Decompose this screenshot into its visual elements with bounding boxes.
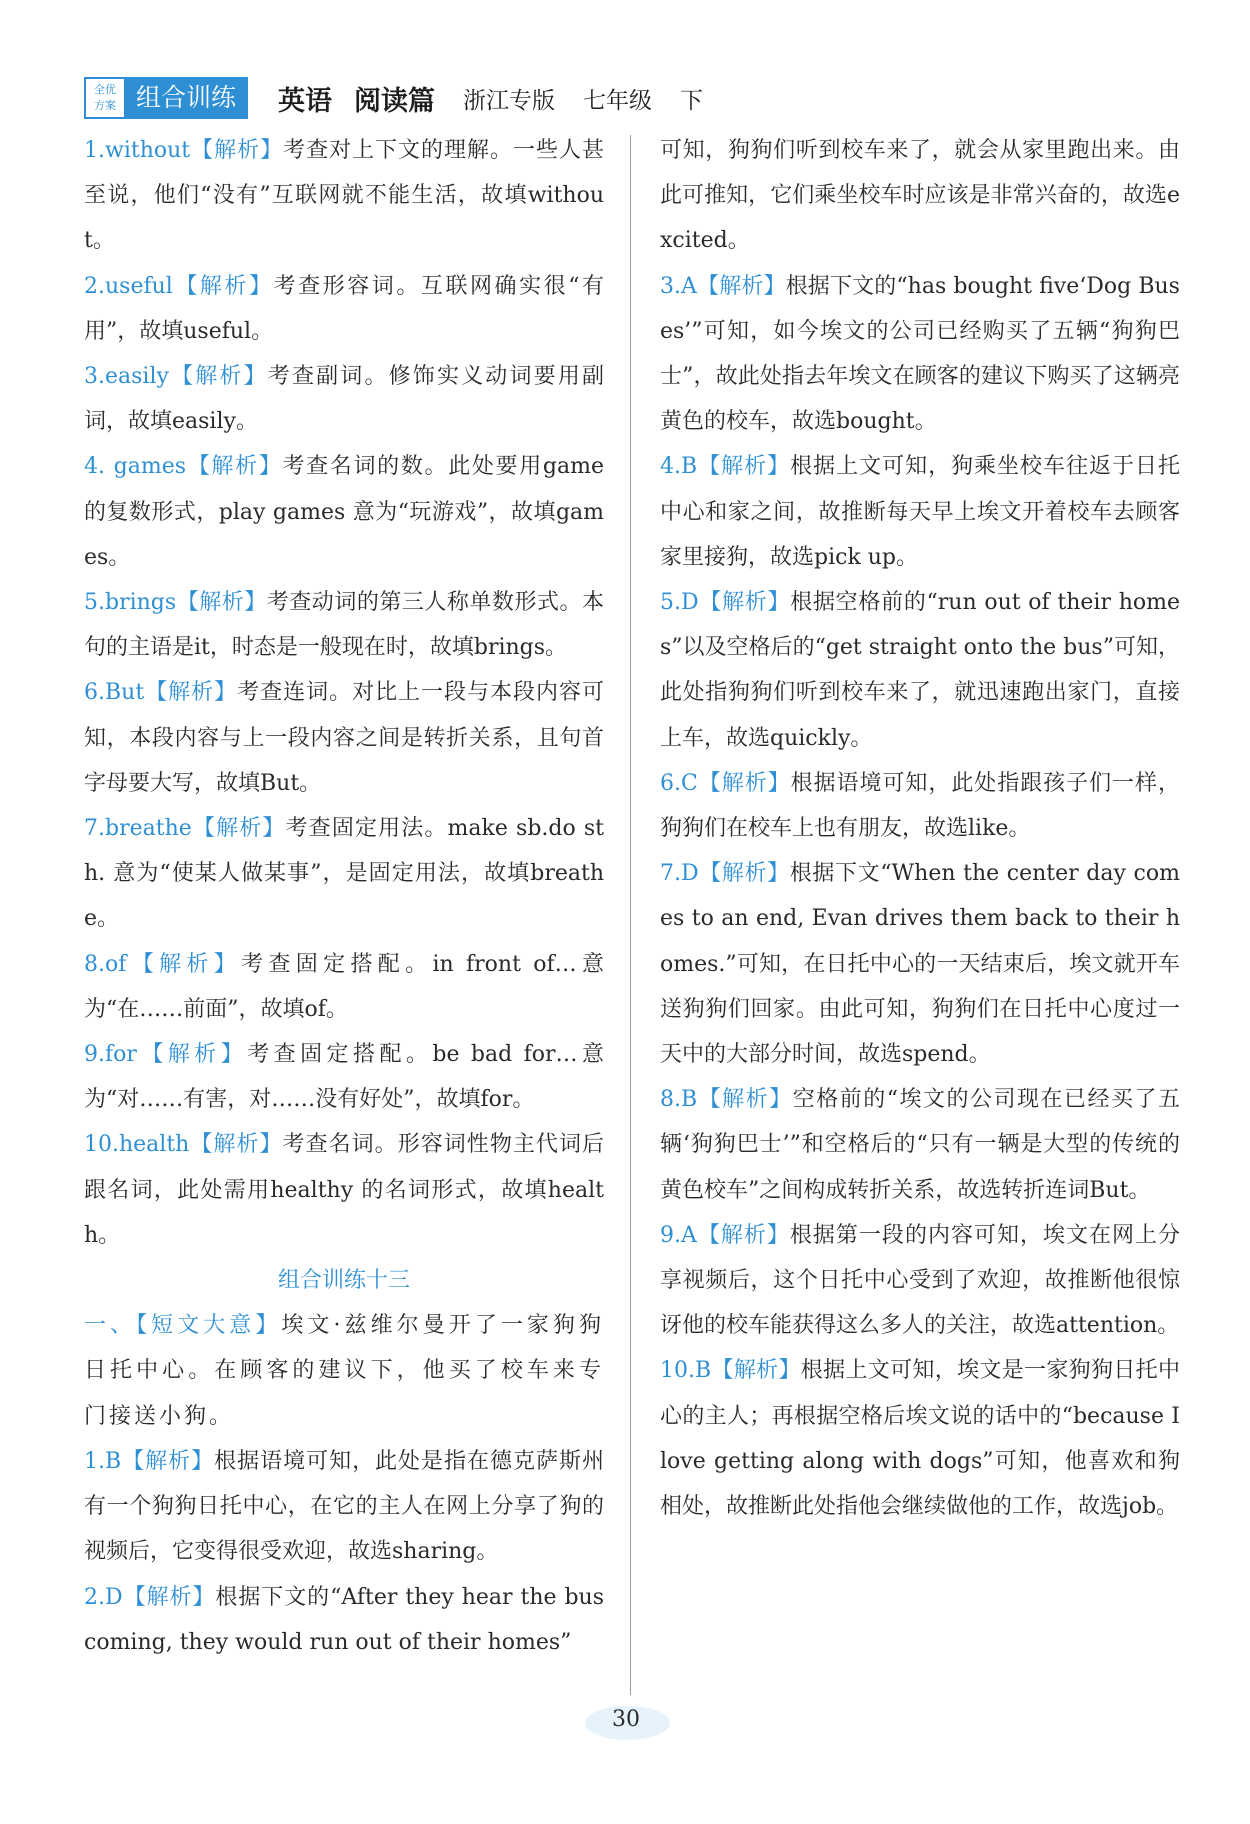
answer-item [84,942,604,1032]
analysis-text: 考查副词。修饰实义动词要用副词，故填easily。 [84,364,604,435]
logo-title: 组合训练 [126,79,246,117]
term-label: 下 [680,87,704,114]
analysis-tag: 【解析】 [122,1584,216,1610]
analysis-tag: 【解析】 [121,1448,215,1474]
analysis-tag: 【解析】 [126,951,242,977]
answer-item [660,761,1180,851]
answer-item [84,1122,604,1258]
answer-item [660,1077,1180,1213]
analysis-text: 根据下文的“has bought five‘Dog Buses’”可知，如今埃文的公司已经购买了五辆“狗狗巴士”，故此处指去年埃文在顾客的建议下购买了这辆亮黄色的校车，故选bought。 [660,273,1180,435]
analysis-text: 考查动词的第三人称单数形式。本句的主语是it，时态是一般现在时，故填brings。 [84,590,604,661]
analysis-tag: 【解析】 [136,1042,248,1068]
answer-number: 1 [84,138,98,163]
answer-list-part-1 [84,128,604,1258]
answer-number: 3 [660,273,674,299]
analysis-tag: 【解析】 [697,454,791,480]
answer-number: 7 [84,816,98,842]
analysis-tag: 【解析】 [697,1087,793,1113]
answer-item [84,354,604,444]
answer-choice: .B [98,1448,122,1474]
answer-number: 9 [84,1042,98,1068]
answer-choice: .B [688,1358,712,1384]
analysis-text: 空格前的“埃文的公司现在已经买了五辆‘狗狗巴士’”和空格后的“只有一辆是大型的传统的黄色校车”之间构成转折关系，故选转折连词But。 [660,1087,1180,1203]
edition-label: 浙江专版 [463,87,556,114]
answer-choice: .But [98,680,145,706]
analysis-text: 根据下文的“After they hear the bus coming, they would run out of their homes” [84,1584,604,1655]
answer-number: 7 [660,861,674,887]
left-column [84,128,604,1665]
answer-item [84,1575,604,1665]
column-divider [630,135,631,1695]
answer-number: 5 [660,590,674,616]
answer-choice: .health [112,1132,190,1158]
analysis-text: 根据上文可知，埃文是一家狗狗日托中心的主人；再根据空格后埃文说的话中的“because I love getting along with dogs”可知，他喜欢和狗相处，故推断此处指他会继续做他的工作，故选job。 [660,1358,1180,1520]
answer-number: 1 [84,1448,98,1474]
answer-choice: .useful [98,273,173,299]
analysis-tag: 【解析】 [696,273,786,299]
answer-choice: .brings [98,590,177,616]
analysis-tag: 【解析】 [191,816,286,842]
answer-number: 9 [660,1222,674,1248]
answer-choice: .breathe [98,816,192,842]
answer-choice: .B [674,1087,698,1113]
answer-choice: . games [98,454,187,480]
continued-text: 可知，狗狗们听到校车来了，就会从家里跑出来。由此可推知，它们乘坐校车时应该是非常兴奋的，故选excited。 [660,138,1180,254]
analysis-text: 根据第一段的内容可知，埃文在网上分享视频后，这个日托中心受到了欢迎，故推断他很惊讶他的校车能获得这么多人的关注，故选attention。 [660,1222,1180,1339]
answer-choice: .C [674,770,698,796]
logo-small-line-2: 方案 [94,99,116,112]
answer-item [84,1032,604,1122]
analysis-text: 考查连词。对比上一段与本段内容可知，本段内容与上一段内容之间是转折关系，且句首字母要大写，故填But。 [84,680,604,796]
answer-item [84,1439,604,1575]
answer-item [660,580,1180,761]
analysis-tag: 【解析】 [696,1222,790,1248]
right-column [660,128,1180,1529]
section-title: 组合训练十三 [277,1268,410,1294]
answer-item [84,806,604,942]
analysis-tag: 【解析】 [186,454,283,480]
answer-number: 6 [84,680,98,706]
answer-number: 3 [84,364,98,390]
analysis-text: 考查固定搭配。be bad for…意为“对……有害，对……没有好处”，故填for。 [84,1042,604,1113]
answer-choice: .A [674,273,697,299]
answer-item [84,128,604,264]
analysis-tag: 【解析】 [697,770,791,796]
summary-tag: 【短文大意】 [136,1313,282,1339]
summary-paragraph [84,1303,604,1439]
analysis-text: 考查形容词。互联网确实很“有用”，故填useful。 [84,273,604,344]
answer-item [660,1213,1180,1349]
answer-number: 2 [84,1584,98,1610]
answer-number: 2 [84,273,98,299]
answer-item [660,1348,1180,1529]
answer-item [84,670,604,806]
answer-choice: .A [674,1222,697,1248]
analysis-text: 考查对上下文的理解。一些人甚至说，他们“没有”互联网就不能生活，故填without。 [84,138,604,254]
answer-item [84,264,604,354]
answer-item [84,580,604,670]
analysis-text: 根据下文“When the center day comes to an end, Evan drives them back to their homes.”可知，在日托中心的一天结束后，埃文就开车送狗狗们回家。由此可知，狗狗们在日托中心度过一天中的大部分时间，故选spend。 [660,861,1180,1068]
analysis-tag: 【解析】 [168,364,268,390]
analysis-tag: 【解析】 [698,590,791,616]
analysis-tag: 【解析】 [189,1132,283,1158]
analysis-tag: 【解析】 [172,273,274,299]
analysis-text: 考查名词的数。此处要用game 的复数形式，play games 意为“玩游戏”，故填games。 [84,454,604,570]
answer-number: 10 [84,1132,112,1158]
answer-choice: .without [98,138,191,163]
page-number: 30 [612,1707,640,1732]
grade-label: 七年级 [583,87,653,114]
analysis-tag: 【解析】 [698,861,790,887]
analysis-text: 考查名词。形容词性物主代词后跟名词，此处需用healthy 的名词形式，故填health。 [84,1132,604,1248]
analysis-tag: 【解析】 [144,680,238,706]
answer-choice: .D [674,590,699,616]
answer-number: 6 [660,770,674,796]
answer-list-part-2 [84,1439,604,1665]
answer-list-part-3 [660,264,1180,1530]
answer-choice: .D [98,1584,123,1610]
analysis-text: 根据上文可知，狗乘坐校车往返于日托中心和家之间，故推断每天早上埃文开着校车去顾客家里接狗，故选pick up。 [660,454,1180,570]
answer-item [660,264,1180,445]
summary-text: 埃文·兹维尔曼开了一家狗狗日托中心。在顾客的建议下，他买了校车来专门接送小狗。 [84,1313,604,1429]
page-header [84,78,1184,118]
answer-number: 4 [84,454,98,480]
subject-title: 英语 [278,85,333,117]
logo-small-line-1: 全优 [94,83,116,96]
logo-badge [86,79,126,117]
analysis-text: 考查固定搭配。in front of…意为“在……前面”，故填of。 [84,951,604,1022]
answer-number: 8 [84,951,98,977]
answer-item [660,851,1180,1077]
answer-choice: .B [674,454,698,480]
summary-prefix: 一、 [84,1313,137,1339]
answer-choice: .easily [98,364,169,390]
answer-choice: .of [98,951,127,977]
answer-number: 4 [660,454,674,480]
analysis-text: 考查固定用法。make sb.do sth. 意为“使某人做某事”，是固定用法，故填breathe。 [84,816,604,932]
analysis-tag: 【解析】 [176,590,267,616]
answer-choice: .D [674,861,699,887]
analysis-tag: 【解析】 [711,1358,801,1384]
series-logo [84,77,248,119]
part-title: 阅读篇 [354,85,436,117]
answer-choice: .for [98,1042,137,1068]
analysis-tag: 【解析】 [190,138,284,163]
analysis-text: 根据空格前的“run out of their homes”以及空格后的“get straight onto the bus”可知，此处指狗狗们听到校车来了，就迅速跑出家门，直接上车，故选quickly。 [660,590,1180,751]
answer-number: 5 [84,590,98,616]
answer-item [660,444,1180,580]
analysis-text: 根据语境可知，此处是指在德克萨斯州有一个狗狗日托中心，在它的主人在网上分享了狗的视频后，它变得很受欢迎，故选sharing。 [84,1448,604,1565]
answer-number: 8 [660,1087,674,1113]
answer-item [84,444,604,580]
analysis-text: 根据语境可知，此处指跟孩子们一样，狗狗们在校车上也有朋友，故选like。 [660,770,1180,842]
answer-number: 10 [660,1358,688,1384]
